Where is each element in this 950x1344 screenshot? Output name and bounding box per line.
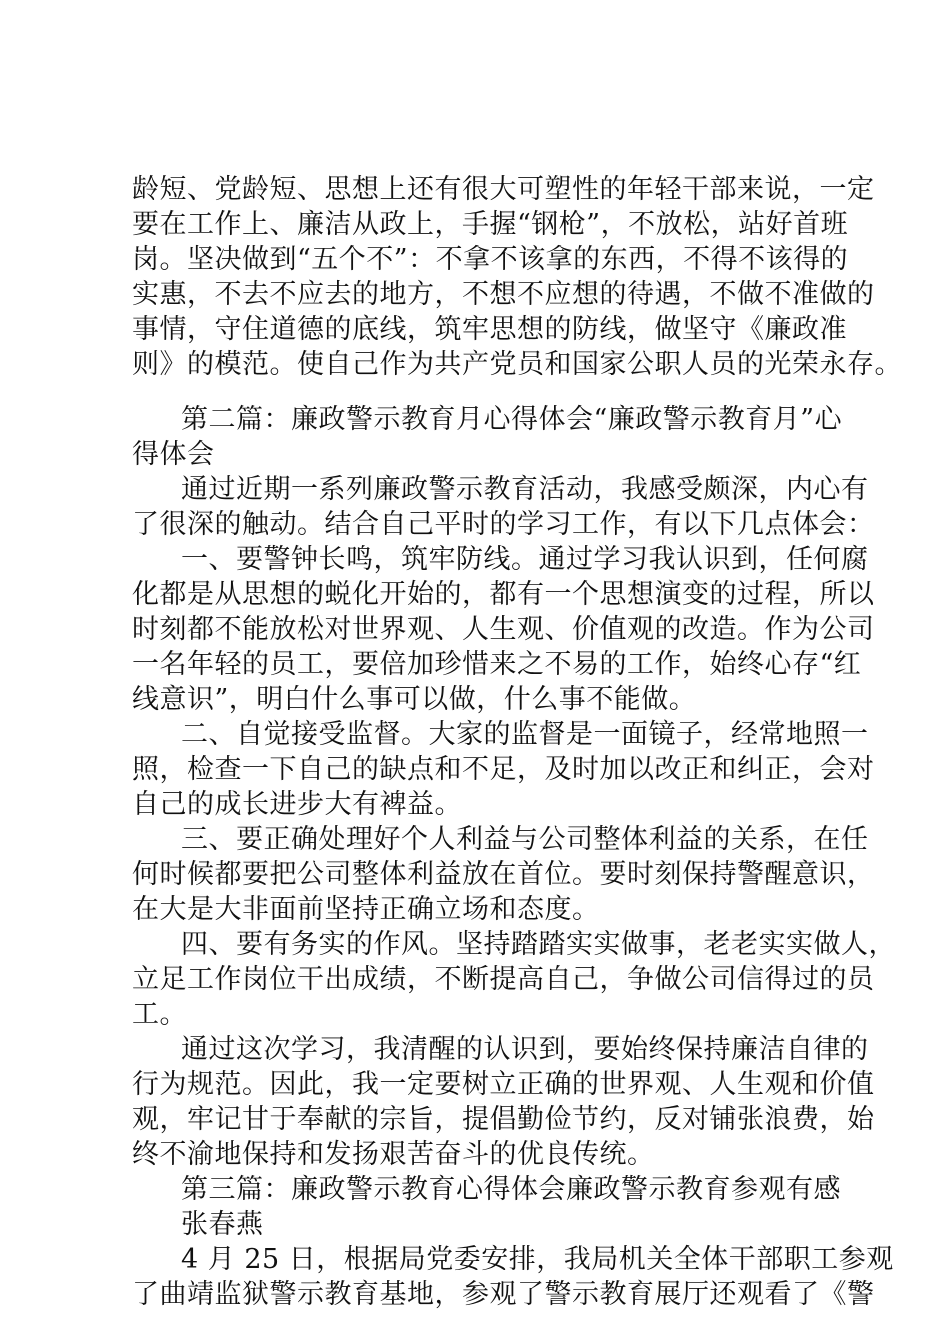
- text-line: 了曲靖监狱警示教育基地，参观了警示教育展厅还观看了《警: [132, 1279, 875, 1310]
- text-line: 岗。坚决做到“五个不”：不拿不该拿的东西，不得不该得的: [132, 244, 849, 275]
- text-line: 则》的模范。使自己作为共产党员和国家公职人员的光荣永存。: [132, 349, 902, 380]
- text-line: 通过近期一系列廉政警示教育活动，我感受颇深，内心有: [181, 474, 869, 505]
- text-line: 事情，守住道德的底线，筑牢思想的防线，做坚守《廉政准: [132, 314, 847, 345]
- text-line: 龄短、党龄短、思想上还有很大可塑性的年轻干部来说，一定: [132, 174, 875, 205]
- text-line: 三、要正确处理好个人利益与公司整体利益的关系，在任: [181, 824, 869, 855]
- text-line: 实惠，不去不应去的地方，不想不应想的待遇，不做不准做的: [132, 279, 875, 310]
- text-line: 终不渝地保持和发扬艰苦奋斗的优良传统。: [132, 1139, 655, 1170]
- text-line: 在大是大非面前坚持正确立场和态度。: [132, 894, 600, 925]
- text-line: 照，检查一下自己的缺点和不足，及时加以改正和纠正，会对: [132, 754, 875, 785]
- text-line: 一名年轻的员工，要倍加珍惜来之不易的工作，始终心存“红: [132, 649, 862, 680]
- section-heading: 第三篇：廉政警示教育心得体会廉政警示教育参观有感: [181, 1174, 841, 1205]
- text-line: 通过这次学习，我清醒的认识到，要始终保持廉洁自律的: [181, 1034, 869, 1065]
- text-line: 观，牢记甘于奉献的宗旨，提倡勤俭节约，反对铺张浪费，始: [132, 1104, 875, 1135]
- text-line: 立足工作岗位干出成绩，不断提高自己，争做公司信得过的员: [132, 964, 875, 995]
- section-heading: 第二篇：廉政警示教育月心得体会“廉政警示教育月”心: [181, 404, 843, 435]
- text-line: 工。: [132, 999, 187, 1030]
- text-line: 行为规范。因此，我一定要树立正确的世界观、人生观和价值: [132, 1069, 875, 1100]
- text-line: 何时候都要把公司整体利益放在首位。要时刻保持警醒意识，: [132, 859, 875, 890]
- text-line: 时刻都不能放松对世界观、人生观、价值观的改造。作为公司: [132, 614, 875, 645]
- text-line: 要在工作上、廉洁从政上，手握“钢枪”，不放松，站好首班: [132, 209, 849, 240]
- text-line: 化都是从思想的蜕化开始的，都有一个思想演变的过程，所以: [132, 579, 875, 610]
- text-line: 了很深的触动。结合自己平时的学习工作，有以下几点体会：: [132, 509, 875, 540]
- text-line: 四、要有务实的作风。坚持踏踏实实做事，老老实实做人，: [181, 929, 896, 960]
- text-line: 一、要警钟长鸣，筑牢防线。通过学习我认识到，任何腐: [181, 544, 869, 575]
- section-heading-continued: 得体会: [132, 439, 215, 470]
- text-line: 4 月 25 日，根据局党委安排，我局机关全体干部职工参观: [181, 1244, 894, 1275]
- text-line: 二、自觉接受监督。大家的监督是一面镜子，经常地照一: [181, 719, 869, 750]
- author-name: 张春燕: [181, 1209, 264, 1240]
- text-line: 线意识”，明白什么事可以做，什么事不能做。: [132, 684, 697, 715]
- text-line: 自己的成长进步大有裨益。: [132, 789, 462, 820]
